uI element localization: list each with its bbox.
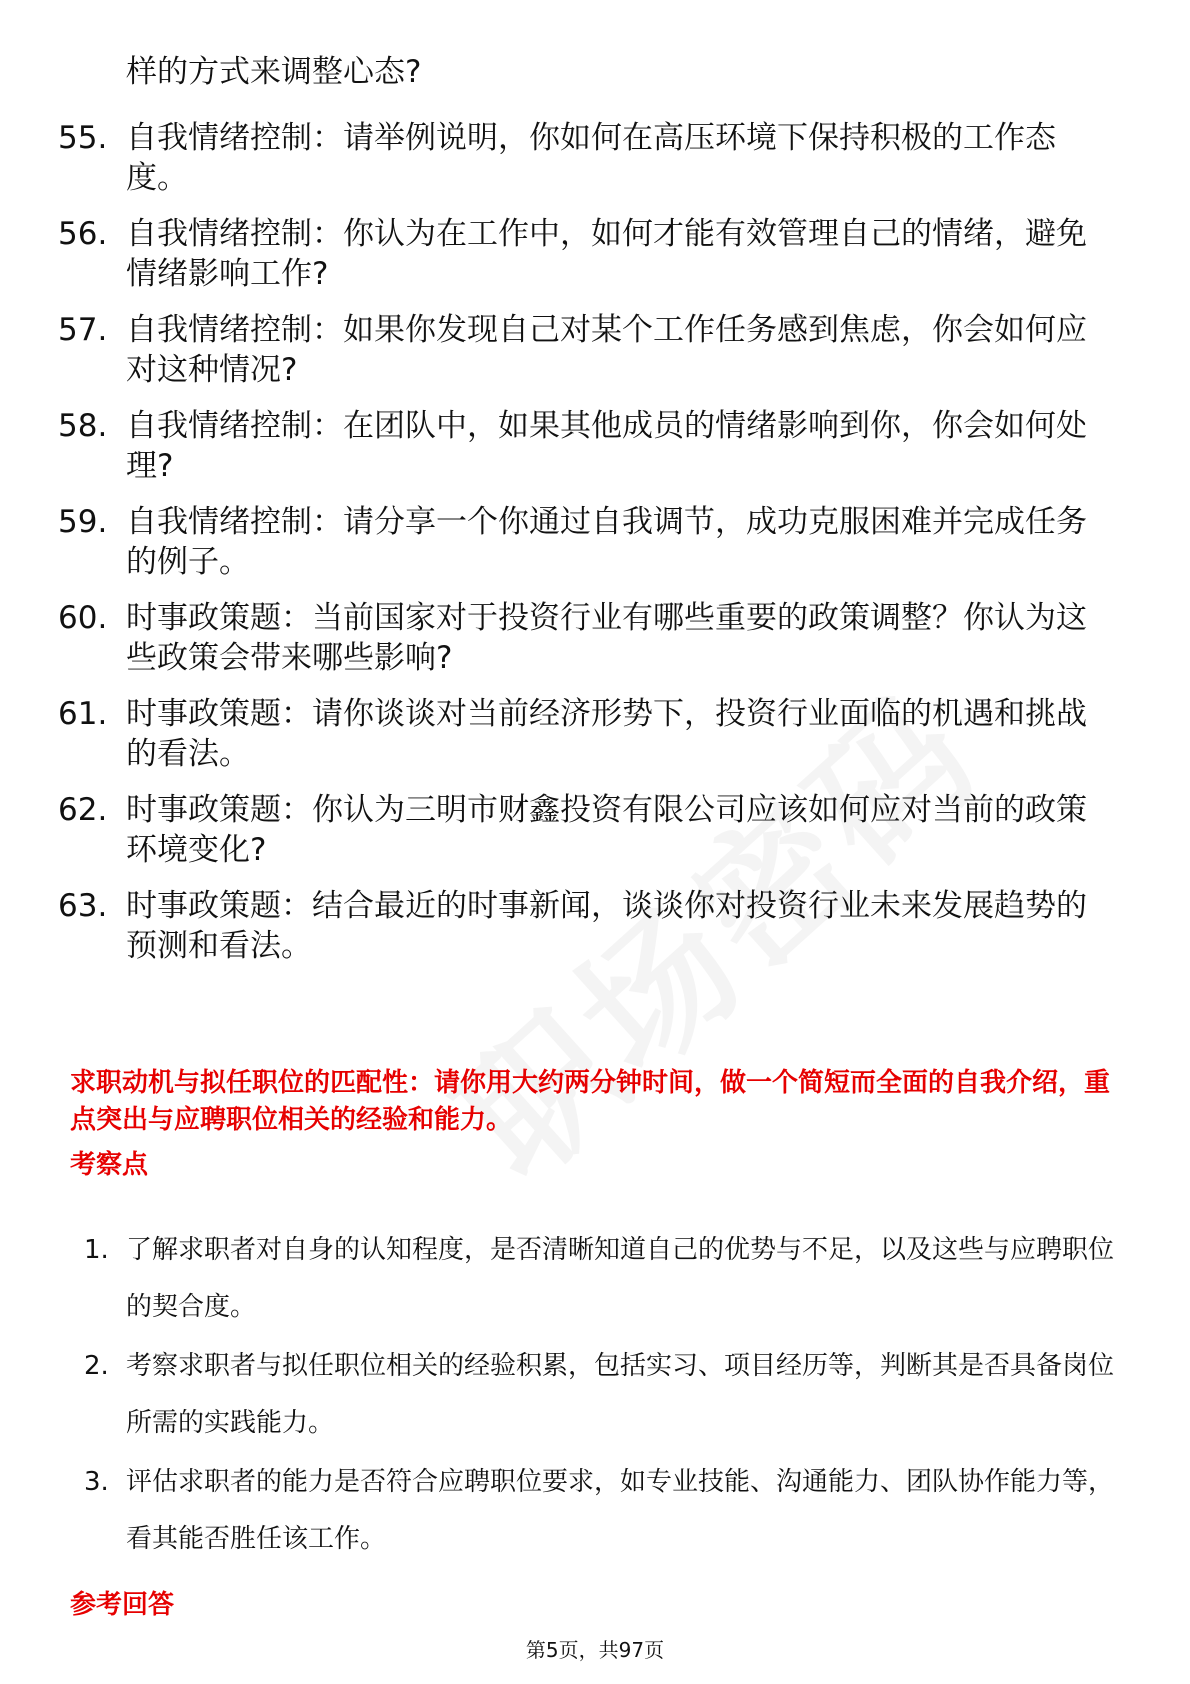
- question-text: 自我情绪控制：你认为在工作中，如何才能有效管理自己的情绪，避免情绪影响工作?: [126, 216, 1087, 292]
- question-number: 60.: [58, 600, 108, 636]
- question-number: 57.: [58, 312, 108, 348]
- question-number: 59.: [58, 504, 108, 540]
- point-text: 了解求职者对自身的认知程度，是否清晰知道自己的优势与不足，以及这些与应聘职位的契合度。: [126, 1235, 1115, 1322]
- question-number: 62.: [58, 792, 108, 828]
- question-text: 时事政策题：结合最近的时事新闻，谈谈你对投资行业未来发展趋势的预测和看法。: [126, 888, 1087, 964]
- question-text: 时事政策题：请你谈谈对当前经济形势下，投资行业面临的机遇和挑战的看法。: [126, 696, 1087, 772]
- question-continuation: 样的方式来调整心态?: [126, 54, 422, 90]
- question-number: 58.: [58, 408, 108, 444]
- question-number: 56.: [58, 216, 108, 252]
- question-text: 自我情绪控制：请分享一个你通过自我调节，成功克服困难并完成任务的例子。: [126, 504, 1087, 580]
- question-text: 自我情绪控制：请举例说明，你如何在高压环境下保持积极的工作态度。: [126, 120, 1056, 196]
- question-text: 自我情绪控制：在团队中，如果其他成员的情绪影响到你，你会如何处理?: [126, 408, 1087, 484]
- question-number: 55.: [58, 120, 108, 156]
- section-title-answer: 参考回答: [70, 1590, 175, 1620]
- page-footer: 第5页，共97页: [525, 1638, 665, 1662]
- question-number: 61.: [58, 696, 108, 732]
- point-text: 考察求职者与拟任职位相关的经验积累，包括实习、项目经历等，判断其是否具备岗位所需的实践能力。: [126, 1351, 1115, 1438]
- question-text: 时事政策题：你认为三明市财鑫投资有限公司应该如何应对当前的政策环境变化?: [126, 792, 1087, 868]
- point-number: 2.: [84, 1351, 109, 1381]
- point-number: 3.: [84, 1467, 109, 1497]
- highlight-question: 求职动机与拟任职位的匹配性：请你用大约两分钟时间，做一个简短而全面的自我介绍，重点突出与应聘职位相关的经验和能力。: [70, 1068, 1111, 1135]
- question-text: 时事政策题：当前国家对于投资行业有哪些重要的政策调整？你认为这些政策会带来哪些影响?: [126, 600, 1087, 676]
- point-number: 1.: [84, 1235, 109, 1265]
- section-title-points: 考察点: [70, 1150, 149, 1180]
- question-number: 63.: [58, 888, 108, 924]
- question-text: 自我情绪控制：如果你发现自己对某个工作任务感到焦虑，你会如何应对这种情况?: [126, 312, 1087, 388]
- point-text: 评估求职者的能力是否符合应聘职位要求，如专业技能、沟通能力、团队协作能力等，看其能否胜任该工作。: [126, 1467, 1115, 1554]
